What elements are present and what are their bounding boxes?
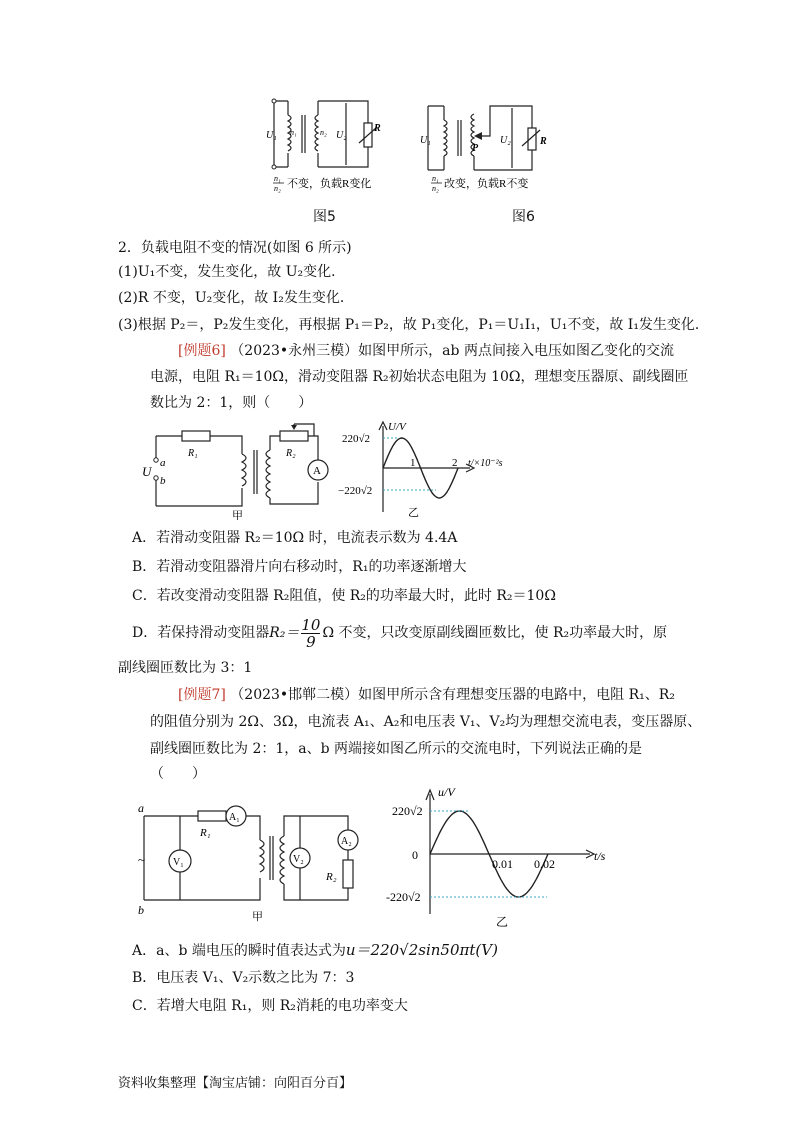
ex7-graph-xlabel: t/s [594,849,606,863]
example7-line2: 的阻值分别为 2Ω、3Ω，电流表 A₁、A₂和电压表 V₁、V₂均为理想交流电表，变压器原、 [150,714,702,730]
fig5-n1: n₁ [290,128,297,137]
ex7-circuit-label: 甲 [252,911,263,923]
fig6-u2: U₂ [500,135,511,146]
figure-6 [416,100,556,195]
fig5-u1: U₁ [266,130,277,141]
fig5-frac-num: n₁ [274,174,281,183]
example6-optC: C．若改变滑动变阻器 R₂阻值，使 R₂的功率最大时，此时 R₂＝10Ω [132,588,556,604]
example6-optD-fraction [301,617,320,650]
ex7-r1: R₁ [200,827,211,839]
fig6-frac-num: n₁ [432,174,439,183]
ex7-graph-ylabel: u/V [438,785,455,799]
example6-line1: （2023•永州三模）如图甲所示，ab 两点间接入电压如图乙变化的交流 [230,343,674,359]
ex6-graph-ylabel: U/V [388,421,406,433]
fig6-frac-den: n₂ [432,184,439,193]
example7-optA-pre: A．a、b 端电压的瞬时值表达式为 [132,943,346,959]
fig5-label: 图5 [313,209,336,225]
ex7-graph-x2: 0.02 [534,857,555,871]
example7-graph [384,784,624,934]
ex6-graph-x1: 1 [410,457,416,469]
example6-optA: A．若滑动变阻器 R₂＝10Ω 时，电流表示数为 4.4A [132,530,458,546]
fig5-r: R [374,123,381,134]
ex7-graph-x1: 0.01 [492,857,513,871]
ex6-circuit-label: 甲 [232,510,243,520]
ex7-graph-ybot: -220√2 [386,890,421,904]
example6-optD-den: 9 [306,632,316,651]
ex7-tilde: ~ [138,852,146,867]
fig6-label: 图6 [512,209,535,225]
ex7-a1: A₁ [229,812,240,823]
fig5-frac-den: n₂ [274,184,281,193]
figure-5 [262,95,392,195]
ex6-ammeter: A [313,465,321,477]
example6-line3: 数比为 2：1，则（ ） [150,395,313,411]
example6-tag: [例题6] [178,343,226,359]
example6-optD-post: Ω 不变，只改变原副线圈匝数比，使 R₂功率最大时，原 [322,625,668,641]
section2-item3: (3)根据 P₂＝，P₂发生变化，再根据 P₁＝P₂，故 P₁变化，P₁＝U₁I₁，U₁不变，故 I₁发生变化． [118,317,709,333]
ex7-graph-label: 乙 [496,915,509,929]
ex6-graph-x2: 2 [452,457,458,469]
ex7-graph-ytop: 220√2 [392,804,423,818]
ex7-b: b [138,903,144,917]
ex6-u: U [142,464,152,479]
ex6-graph-ybot: −220√2 [338,485,373,497]
fig5-u2: U₂ [336,130,347,141]
example6-circuit [142,420,352,520]
section2-item1: (1)U₁不变，发生变化，故 U₂变化． [118,264,346,280]
section2-item2: (2)R 不变，U₂变化，故 I₂发生变化． [118,290,354,306]
example6-optD-num: 10 [301,615,321,634]
ex6-graph-xlabel: t/×10⁻²s [468,458,503,469]
fig6-r: R [540,136,547,147]
ex7-v1: V₁ [173,857,184,868]
ex7-graph-zero: 0 [412,848,418,862]
example7-tag: [例题7] [178,687,226,703]
footer: 资料收集整理【淘宝店铺：向阳百分百】 [118,1076,353,1091]
fig6-u1: U₁ [420,135,431,146]
ex6-graph-ytop: 220√2 [342,433,371,445]
ex6-b: b [160,475,166,487]
example7-optC: C．若增大电阻 R₁，则 R₂消耗的电功率变大 [132,998,408,1014]
ex6-r2: R₂ [286,448,296,459]
ex7-a: a [138,801,144,815]
example6-line2: 电源，电阻 R₁＝10Ω，滑动变阻器 R₂初始状态电阻为 10Ω，理想变压器原、副线圈匝 [150,369,689,385]
ex7-r2: R₂ [326,871,337,883]
fig6-caption: 改变，负载R不变 [444,178,529,190]
fig5-n2: n₂ [320,128,327,137]
example7-optB: B．电压表 V₁、V₂示数之比为 7：3 [132,970,355,986]
section2-title: 2．负载电阻不变的情况(如图 6 所示) [118,240,352,256]
example7-line1: （2023•邯郸二模）如图甲所示含有理想变压器的电路中，电阻 R₁、R₂ [230,687,675,703]
ex6-r1: R₁ [188,448,198,459]
ex6-a: a [160,457,166,469]
example7-line3: 副线圈匝数比为 2：1，a、b 两端接如图乙所示的交流电时，下列说法正确的是 [150,741,643,757]
ex7-a2: A₂ [341,836,352,847]
example6-graph [338,420,528,520]
example6-optD-var: R₂＝ [269,625,300,641]
fig5-caption: 不变，负载R变化 [287,178,372,190]
ex6-graph-label: 乙 [408,507,419,519]
example7-circuit [134,800,374,925]
example6-optB: B．若滑动变阻器滑片向右移动时，R₁的功率逐渐增大 [132,559,467,575]
example6-optD-pre: D．若保持滑动变阻器 [132,625,270,641]
example7-optA-formula: u＝220√2sin50πt(V) [345,941,498,959]
example7-line4: （ ） [150,766,206,782]
example6-optD-line2: 副线圈匝数比为 3：1 [118,660,253,676]
ex7-v2: V₂ [293,854,304,865]
fig6-p: P [472,143,479,154]
